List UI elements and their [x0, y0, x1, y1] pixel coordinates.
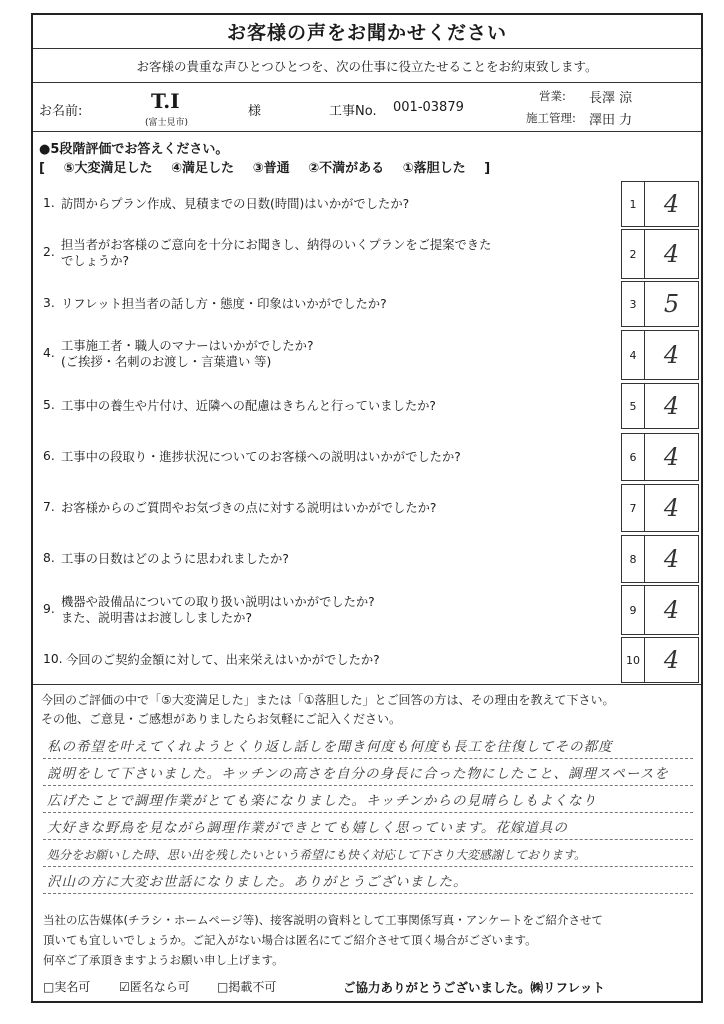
answer-box-number: 9 — [622, 586, 645, 634]
question-number: 3. — [43, 296, 55, 310]
answer-box-number: 5 — [622, 384, 645, 428]
answer-box-number: 8 — [622, 536, 645, 582]
customer-region: (富士見市) — [145, 118, 189, 128]
comment-line-4[interactable] — [43, 812, 693, 840]
job-number-label: 工事No. — [329, 104, 377, 119]
comment-section — [33, 684, 701, 909]
sales-label: 営業: — [539, 89, 566, 103]
comment-instruction-1: 今回のご評価の中で「⑤大変満足した」または「①落胆した」とご回答の方は、その理由を教えて下さい。 — [41, 693, 615, 707]
question-number: 1. — [43, 196, 55, 210]
answer-box[interactable] — [621, 229, 699, 279]
handwritten-text: 私の希望を叶えてくれようとくり返し話しを聞き何度も何度も長工を往復してその都度 — [47, 739, 613, 755]
answer-box[interactable] — [621, 281, 699, 327]
question-number: 9. — [43, 602, 55, 616]
answer-box[interactable] — [621, 637, 699, 683]
answer-value: 4 — [663, 392, 680, 420]
evaluation-intro — [33, 132, 701, 174]
job-number: 001-03879 — [393, 100, 464, 115]
answer-box[interactable] — [621, 181, 699, 227]
answer-box[interactable] — [621, 383, 699, 429]
answer-box-number: 7 — [622, 485, 645, 531]
question-text: 担当者がお客様のご意向を十分にお聞きし、納得のいくプランをご提案できた でしょうか? — [61, 238, 492, 268]
answer-value: 4 — [663, 341, 680, 369]
answer-box-number: 6 — [622, 434, 645, 480]
answer-box-number: 2 — [622, 230, 645, 278]
scale-5: ⑤大変満足した — [63, 161, 153, 176]
evaluation-heading: ●5段階評価でお答えください。 — [39, 142, 229, 157]
customer-initials: T.I — [151, 89, 180, 113]
handwritten-text: 説明をして下さいました。キッチンの高さを自分の身長に合った物にしたこと、調理スペースを — [47, 766, 669, 782]
question-number: 4. — [43, 346, 55, 360]
scale-bracket-open: [ — [39, 161, 45, 176]
question-text: 訪問からプラン作成、見積までの日数(時間)はいかがでしたか? — [61, 197, 410, 211]
answer-value: 5 — [663, 290, 680, 318]
question-number: 8. — [43, 551, 55, 565]
scale-4: ④満足した — [171, 161, 235, 176]
answer-value: 4 — [663, 240, 680, 268]
survey-title: お客様の声をお聞かせください — [33, 15, 701, 49]
scale-bracket-close: ] — [484, 161, 491, 176]
answer-box-number: 3 — [622, 282, 645, 326]
question-text: お客様からのご質問やお気づきの点に対する説明はいかがでしたか? — [61, 501, 437, 515]
comment-line-6[interactable] — [43, 866, 693, 894]
answer-value: 4 — [663, 596, 680, 624]
thanks-message: ご協力ありがとうございました。㈱リフレット — [343, 980, 605, 995]
question-text: リフレット担当者の話し方・態度・印象はいかがでしたか? — [61, 297, 387, 311]
question-text: 機器や設備品についての取り扱い説明はいかがでしたか? また、説明書はお渡ししましたか? — [61, 595, 375, 625]
evaluation-scale — [39, 157, 504, 176]
question-text: 工事中の段取り・進捗状況についてのお客様への説明はいかがでしたか? — [61, 450, 461, 464]
answer-value: 4 — [663, 494, 680, 522]
question-text: 工事の日数はどのように思われましたか? — [61, 552, 289, 566]
consent-footer — [33, 908, 701, 1003]
comment-line-2[interactable] — [43, 758, 693, 786]
survey-subtitle: お客様の貴重な声ひとつひとつを、次の仕事に役立たせることをお約束致します。 — [33, 49, 701, 83]
scale-1: ①落胆した — [402, 161, 466, 176]
answer-value: 4 — [663, 545, 680, 573]
consent-line-3: 何卒ご了承頂きますようお願い申し上げます。 — [43, 953, 284, 967]
question-text: 工事施工者・職人のマナーはいかがでしたか? (ご挨拶・名刺のお渡し・言葉遣い 等) — [61, 339, 314, 369]
answer-box[interactable] — [621, 535, 699, 583]
answer-box[interactable] — [621, 585, 699, 635]
scale-2: ②不満がある — [308, 161, 385, 176]
sales-name: 長澤 涼 — [589, 91, 633, 106]
honorific: 様 — [248, 104, 262, 119]
question-number: 6. — [43, 449, 55, 463]
handwritten-text: 沢山の方に大変お世話になりました。ありがとうございました。 — [47, 874, 468, 890]
answer-value: 4 — [663, 646, 680, 674]
handwritten-text: 大好きな野鳥を見ながら調理作業ができとても嬉しく思っています。花嫁道具の — [47, 820, 568, 836]
question-text: 今回のご契約金額に対して、出来栄えはいかがでしたか? — [66, 653, 380, 667]
consent-line-1: 当社の広告媒体(チラシ・ホームページ等)、接客説明の資料として工事関係写真・アンケートをご紹介させて — [43, 913, 604, 927]
question-number: 10. — [43, 652, 63, 666]
option-no-publish-checkbox[interactable]: □掲載不可 — [217, 980, 277, 994]
option-anonymous-checkbox[interactable]: ☑匿名なら可 — [119, 980, 190, 994]
comment-line-5[interactable] — [43, 839, 693, 867]
question-number: 5. — [43, 398, 55, 412]
handwritten-text: 処分をお願いした時、思い出を残したいという希望にも快く対応して下さり大変感謝しております。 — [47, 848, 587, 862]
answer-box[interactable] — [621, 484, 699, 532]
answer-box-number: 10 — [622, 638, 645, 682]
answer-box[interactable] — [621, 330, 699, 380]
handwritten-text: 広げたことで調理作業がとても楽になりました。キッチンからの見晴らしもよくなり — [47, 793, 598, 809]
customer-info-row — [33, 83, 701, 132]
answer-value: 4 — [663, 443, 680, 471]
comment-line-1[interactable] — [43, 731, 693, 759]
consent-line-2: 頂いても宜しいでしょうか。ご記入がない場合は匿名にてご紹介させて頂く場合がございます。 — [43, 933, 537, 947]
answer-box[interactable] — [621, 433, 699, 481]
comment-instruction-2: その他、ご意見・ご感想がありましたらお気軽にご記入ください。 — [41, 712, 402, 726]
construction-name: 澤田 力 — [589, 113, 633, 128]
scale-3: ③普通 — [252, 161, 290, 176]
answer-value: 4 — [663, 190, 680, 218]
survey-sheet — [31, 13, 703, 1003]
question-text: 工事中の養生や片付け、近隣への配慮はきちんと行っていましたか? — [61, 399, 436, 413]
answer-box-number: 1 — [622, 182, 645, 226]
name-label: お名前: — [39, 104, 83, 119]
question-number: 7. — [43, 500, 55, 514]
option-real-name-checkbox[interactable]: □実名可 — [43, 980, 91, 994]
comment-line-3[interactable] — [43, 785, 693, 813]
construction-label: 施工管理: — [526, 111, 576, 125]
question-number: 2. — [43, 245, 55, 259]
answer-box-number: 4 — [622, 331, 645, 379]
